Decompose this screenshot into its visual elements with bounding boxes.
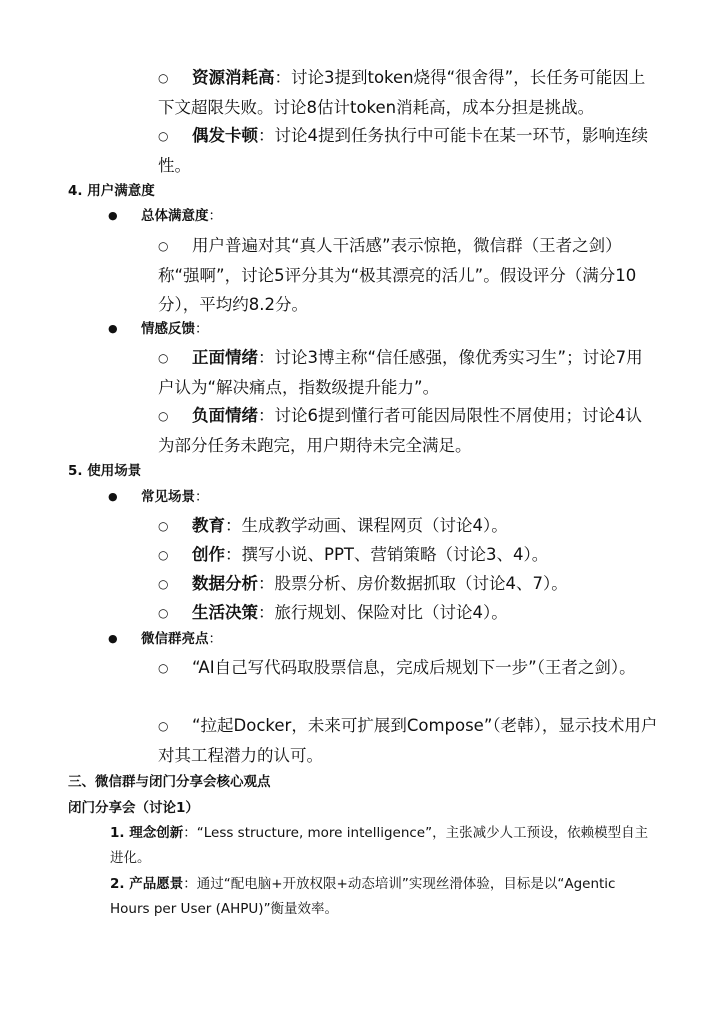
list-item-overall-satisfaction: ● 总体满意度：: [108, 205, 222, 227]
hollow-bullet-icon: ○: [158, 519, 169, 533]
item-label: 2. 产品愿景: [110, 876, 184, 892]
item-label: 数据分析: [192, 574, 258, 593]
item-label: 偶发卡顿: [192, 126, 258, 145]
hollow-bullet-icon: ○: [158, 129, 169, 143]
hollow-bullet-icon: ○: [158, 661, 169, 675]
list-item-life-decisions: ○ 生活决策：旅行规划、保险对比（讨论4）。: [158, 598, 658, 628]
list-item-creation: ○ 创作：撰写小说、PPT、营销策略（讨论3、4）。: [158, 540, 658, 570]
list-item-wechat-highlights: ● 微信群亮点：: [108, 628, 222, 650]
item-text: 通过“配电脑+开放权限+动态培训”实现丝滑体验，目标是以“Agentic Hours per User (AHPU)”衡量效率。: [110, 876, 616, 917]
item-label: 资源消耗高: [192, 68, 275, 87]
item-text: 用户普遍对其“真人干活感”表示惊艳，微信群（王者之剑）称“强啊”，讨论5评分其为“极其漂亮的活儿”。假设评分（满分10分），平均约8.2分。: [158, 236, 637, 314]
numbered-item-product-vision: 2. 产品愿景：通过“配电脑+开放权限+动态培训”实现丝滑体验，目标是以“Agentic Hours per User (AHPU)”衡量效率。: [110, 876, 616, 917]
item-label: 1. 理念创新: [110, 825, 184, 841]
list-item-common-scenarios: ● 常见场景：: [108, 486, 209, 508]
item-label: 生活决策: [192, 603, 258, 622]
item-text: 撰写小说、PPT、营销策略（讨论3、4）。: [241, 545, 549, 564]
list-item-wechat-quote-2: [158, 711, 658, 770]
item-text: “拉起Docker，未来可扩展到Compose”（老韩），显示技术用户对其工程潜力的认可。: [158, 716, 658, 765]
item-label: 创作: [192, 545, 225, 564]
section-heading-satisfaction: 4. 用户满意度: [68, 183, 155, 199]
list-item-overall-detail: [158, 231, 658, 319]
filled-bullet-icon: ●: [108, 209, 118, 222]
item-text: 讨论4提到任务执行中可能卡在某一环节，影响连续性。: [158, 126, 648, 175]
hollow-bullet-icon: ○: [158, 606, 169, 620]
list-item-education: ○ 教育：生成教学动画、课程网页（讨论4）。: [158, 511, 658, 541]
item-text: 讨论6提到懂行者可能因局限性不屑使用；讨论4认为部分任务未跑完，用户期待未完全满足。: [158, 406, 642, 455]
item-text: 讨论3博主称“信任感强，像优秀实习生”；讨论7用户认为“解决痛点，指数级提升能力”。: [158, 348, 643, 397]
subheading-closed-door-session: 闭门分享会（讨论1）: [68, 800, 199, 816]
list-item-occasional-stall: ○ 偶发卡顿：讨论4提到任务执行中可能卡在某一环节，影响连续性。: [158, 121, 658, 180]
hollow-bullet-icon: ○: [158, 351, 169, 365]
section-heading-usage-scenarios: 5. 使用场景: [68, 463, 142, 479]
item-label: 正面情绪: [192, 348, 258, 367]
filled-bullet-icon: ●: [108, 632, 118, 645]
item-text: 股票分析、房价数据抓取（讨论4、7）。: [274, 574, 568, 593]
list-item-data-analysis: ○ 数据分析：股票分析、房价数据抓取（讨论4、7）。: [158, 569, 658, 599]
hollow-bullet-icon: ○: [158, 239, 169, 253]
hollow-bullet-icon: ○: [158, 548, 169, 562]
item-text: 旅行规划、保险对比（讨论4）。: [274, 603, 508, 622]
section-heading-core-views: 三、微信群与闭门分享会核心观点: [68, 774, 271, 790]
hollow-bullet-icon: ○: [158, 71, 169, 85]
hollow-bullet-icon: ○: [158, 719, 169, 733]
item-text: 生成教学动画、课程网页（讨论4）。: [241, 516, 508, 535]
list-item-emotion-feedback: ● 情感反馈：: [108, 318, 209, 340]
filled-bullet-icon: ●: [108, 322, 118, 335]
hollow-bullet-icon: ○: [158, 409, 169, 423]
list-item-negative-emotion: ○ 负面情绪：讨论6提到懂行者可能因局限性不屑使用；讨论4认为部分任务未跑完，用户期待未完全满足。: [158, 401, 658, 460]
list-item-resource-cost: ○ 资源消耗高：讨论3提到token烧得“很舍得”，长任务可能因上下文超限失败。讨论8估计token消耗高，成本分担是挑战。: [158, 63, 658, 122]
list-item-positive-emotion: ○ 正面情绪：讨论3博主称“信任感强，像优秀实习生”；讨论7用户认为“解决痛点，指数级提升能力”。: [158, 343, 658, 402]
hollow-bullet-icon: ○: [158, 577, 169, 591]
item-label: 教育: [192, 516, 225, 535]
item-text: “AI自己写代码取股票信息，完成后规划下一步”（王者之剑）。: [192, 658, 636, 677]
filled-bullet-icon: ●: [108, 490, 118, 503]
item-text: “Less structure, more intelligence”，主张减少人工预设，依赖模型自主进化。: [110, 825, 649, 866]
item-text: 讨论3提到token烧得“很舍得”，长任务可能因上下文超限失败。讨论8估计token消耗高，成本分担是挑战。: [158, 68, 646, 117]
item-label: 负面情绪: [192, 406, 258, 425]
numbered-item-concept-innovation: 1. 理念创新：“Less structure, more intelligence”，主张减少人工预设，依赖模型自主进化。: [110, 825, 649, 866]
list-item-wechat-quote-1: [158, 653, 658, 683]
